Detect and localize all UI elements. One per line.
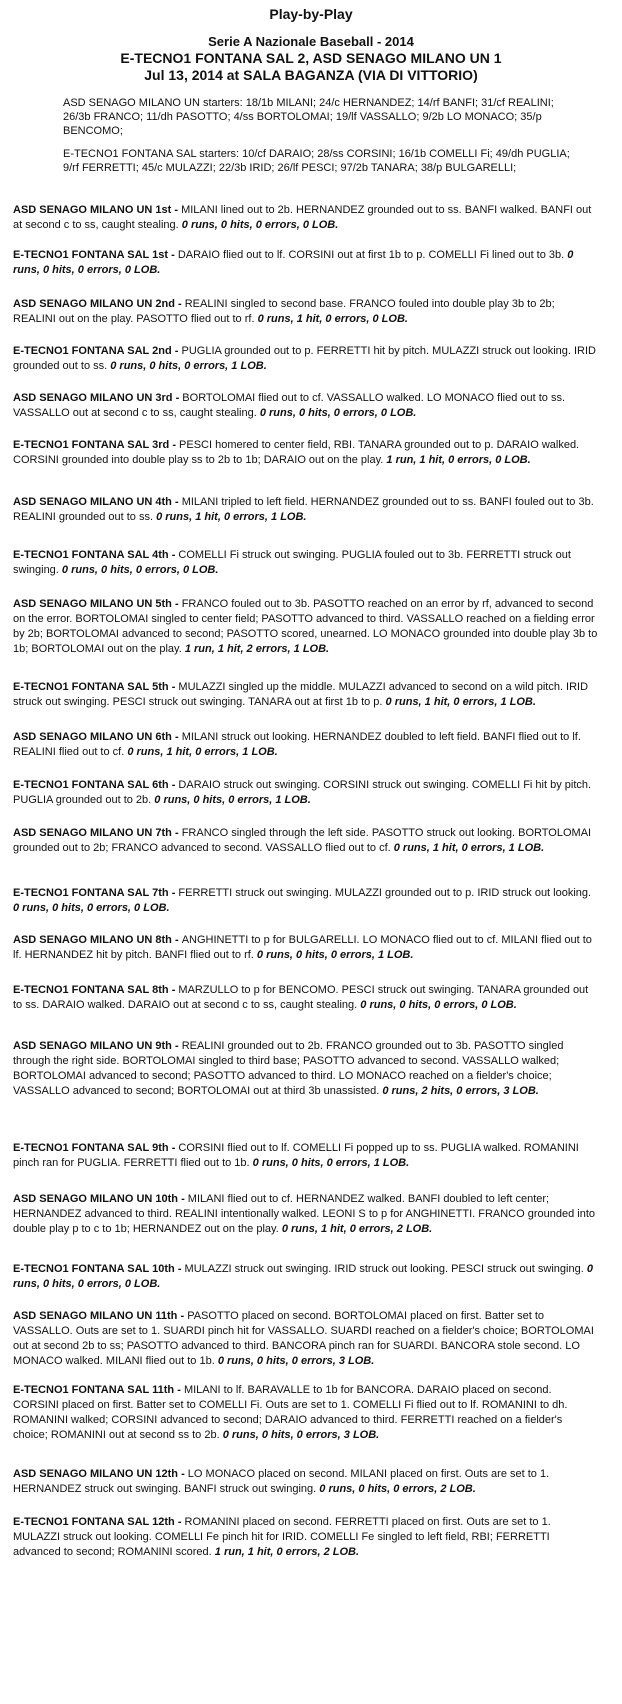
inning-summary: 0 runs, 0 hits, 0 errors, 1 LOB.	[154, 794, 311, 806]
inning-summary: 0 runs, 0 hits, 0 errors, 3 LOB.	[222, 1429, 380, 1441]
inning-summary: 0 runs, 1 hit, 0 errors, 1 LOB.	[385, 696, 536, 708]
inning-entry	[13, 1192, 600, 1237]
inning-separator: -	[168, 1142, 179, 1154]
inning-team-label: ASD SENAGO MILANO UN 11th	[13, 1310, 178, 1322]
inning-entry	[13, 778, 600, 808]
inning-summary: 0 runs, 0 hits, 0 errors, 1 LOB.	[256, 949, 414, 961]
inning-summary: 1 run, 1 hit, 0 errors, 0 LOB.	[386, 454, 531, 466]
inning-summary: 0 runs, 0 hits, 0 errors, 3 LOB.	[217, 1355, 375, 1367]
inning-entry	[13, 1515, 600, 1560]
inning-summary: 0 runs, 0 hits, 0 errors, 0 LOB.	[61, 564, 219, 576]
inning-play-text: FRANCO fouled out to 3b. PASOTTO reached on an error by rf, advanced to second on the error. BORTOLOMAI singled to center field; PASOTTO advanced to third. VASSALLO reached on a fielding error by 2b; BORTOLOMAI advanced to second; PASOTTO scored, unearned. LO MONACO grounded into double play 3b to 1b; BORTOLOMAI out on the play.	[13, 598, 598, 655]
inning-summary: 0 runs, 0 hits, 0 errors, 0 LOB.	[13, 249, 574, 276]
inning-entry	[13, 297, 600, 327]
inning-play-text: BORTOLOMAI flied out to cf. VASSALLO walked. LO MONACO flied out to ss. VASSALLO out at second c to ss, caught stealing.	[13, 392, 566, 419]
inning-play-text: LO MONACO placed on second. MILANI placed on first. Outs are set to 1. HERNANDEZ struck out swinging. BANFI struck out swinging.	[13, 1468, 550, 1495]
inning-team-label: E-TECNO1 FONTANA SAL 8th	[13, 984, 169, 996]
inning-summary: 0 runs, 0 hits, 0 errors, 1 LOB.	[252, 1157, 410, 1169]
inning-separator: -	[172, 392, 183, 404]
inning-separator: -	[171, 345, 182, 357]
inning-play-text: ROMANINI placed on second. FERRETTI placed on first. Outs are set to 1. MULAZZI struck out looking. COMELLI Fe pinch hit for IRID. COMELLI Fe singled to left field, RBI; FERRETTI advanced to second; ROMANINI scored.	[13, 1516, 551, 1558]
inning-summary: 0 runs, 1 hit, 0 errors, 0 LOB.	[257, 313, 408, 325]
inning-entry	[13, 886, 600, 916]
inning-entry	[13, 730, 600, 760]
inning-separator: -	[168, 249, 178, 261]
inning-team-label: E-TECNO1 FONTANA SAL 10th	[13, 1263, 175, 1275]
inning-summary: 0 runs, 1 hit, 0 errors, 1 LOB.	[156, 511, 307, 523]
inning-entry	[13, 203, 600, 233]
inning-play-text: MILANI tripled to left field. HERNANDEZ grounded out to ss. BANFI fouled out to 3b. REALINI grounded out to ss.	[13, 496, 594, 523]
inning-team-label: E-TECNO1 FONTANA SAL 11th	[13, 1384, 175, 1396]
inning-team-label: ASD SENAGO MILANO UN 9th	[13, 1040, 172, 1052]
inning-separator: -	[171, 827, 182, 839]
inning-separator: -	[171, 598, 182, 610]
date-venue: Jul 13, 2014 at SALA BAGANZA (VIA DI VITTORIO)	[144, 67, 478, 83]
inning-play-text: PESCI homered to center field, RBI. TANARA grounded out to p. DARAIO walked. CORSINI grounded into double play ss to 2b to 1b; DARAIO out on the play.	[13, 439, 580, 466]
inning-team-label: ASD SENAGO MILANO UN 7th	[13, 827, 172, 839]
inning-separator: -	[168, 549, 179, 561]
league-title: Serie A Nazionale Baseball - 2014	[208, 34, 414, 49]
starters-visitor: ASD SENAGO MILANO UN starters: 18/1b MILANI; 24/c HERNANDEZ; 14/rf BANFI; 31/cf REALINI; 26/3b FRANCO; 11/dh PASOTTO; 4/ss BORTOLOMAI; 19/lf VASSALLO; 9/2b LO MONACO; 35/p BENCOMO;	[63, 97, 554, 137]
inning-entry	[13, 438, 600, 468]
inning-summary: 0 runs, 0 hits, 0 errors, 2 LOB.	[319, 1483, 476, 1495]
inning-separator: -	[174, 1263, 185, 1275]
inning-summary: 0 runs, 0 hits, 0 errors, 0 LOB.	[360, 999, 517, 1011]
inning-separator: -	[168, 779, 179, 791]
inning-separator: -	[168, 681, 179, 693]
inning-play-text: MULAZZI struck out swinging. IRID struck out looking. PESCI struck out swinging.	[184, 1263, 584, 1275]
inning-team-label: E-TECNO1 FONTANA SAL 9th	[13, 1142, 169, 1154]
inning-team-label: E-TECNO1 FONTANA SAL 1st	[13, 249, 169, 261]
inning-team-label: E-TECNO1 FONTANA SAL 3rd	[13, 439, 170, 451]
inning-summary: 0 runs, 0 hits, 0 errors, 0 LOB.	[181, 219, 339, 231]
inning-separator: -	[178, 1468, 188, 1480]
inning-separator: -	[171, 934, 182, 946]
inning-entry	[13, 1383, 600, 1443]
starters-section	[63, 96, 582, 175]
inning-team-label: E-TECNO1 FONTANA SAL 5th	[13, 681, 169, 693]
inning-team-label: ASD SENAGO MILANO UN 1st	[13, 204, 172, 216]
inning-entry	[13, 248, 600, 278]
inning-team-label: ASD SENAGO MILANO UN 4th	[13, 496, 172, 508]
inning-entry	[13, 1309, 600, 1369]
inning-play-text: MULAZZI singled up the middle. MULAZZI advanced to second on a wild pitch. IRID struck out swinging. PESCI struck out swinging. TANARA out at first 1b to p.	[13, 681, 589, 708]
inning-summary: 0 runs, 1 hit, 0 errors, 1 LOB.	[393, 842, 545, 854]
inning-play-text: MILANI lined out to 2b. HERNANDEZ grounded out to ss. BANFI walked. BANFI out at second c to ss, caught stealing.	[13, 204, 592, 231]
page-title: Play-by-Play	[269, 6, 353, 22]
inning-play-text: MARZULLO to p for BENCOMO. PESCI struck out swinging. TANARA grounded out to ss. DARAIO walked. DARAIO out at second c to ss, caught stealing.	[13, 984, 589, 1011]
inning-summary: 1 run, 1 hit, 0 errors, 2 LOB.	[214, 1546, 360, 1558]
inning-play-text: PUGLIA grounded out to p. FERRETTI hit by pitch. MULAZZI struck out looking. IRID grounded out to ss.	[13, 345, 596, 372]
inning-entry	[13, 983, 600, 1013]
inning-play-text: DARAIO flied out to lf. CORSINI out at first 1b to p. COMELLI Fi lined out to 3b.	[177, 249, 565, 261]
inning-team-label: ASD SENAGO MILANO UN 6th	[13, 731, 172, 743]
inning-separator: -	[178, 1193, 188, 1205]
inning-team-label: E-TECNO1 FONTANA SAL 12th	[13, 1516, 175, 1528]
inning-entry	[13, 597, 600, 657]
inning-play-text: DARAIO struck out swinging. CORSINI struck out swinging. COMELLI Fi hit by pitch. PUGLIA grounded out to 2b.	[13, 779, 592, 806]
inning-separator: -	[177, 1310, 188, 1322]
inning-play-text: REALINI singled to second base. FRANCO fouled into double play 3b to 2b; REALINI out on the play. PASOTTO flied out to rf.	[13, 298, 555, 325]
inning-summary: 0 runs, 0 hits, 0 errors, 0 LOB.	[13, 1263, 593, 1290]
inning-entry	[13, 495, 600, 525]
inning-team-label: E-TECNO1 FONTANA SAL 2nd	[13, 345, 172, 357]
inning-separator: -	[174, 1384, 184, 1396]
inning-play-text: MILANI struck out looking. HERNANDEZ doubled to left field. BANFI flied out to lf. REALINI flied out to cf.	[13, 731, 581, 758]
inning-summary: 0 runs, 0 hits, 0 errors, 1 LOB.	[110, 360, 267, 372]
inning-separator: -	[171, 204, 182, 216]
inning-team-label: ASD SENAGO MILANO UN 5th	[13, 598, 172, 610]
inning-team-label: E-TECNO1 FONTANA SAL 4th	[13, 549, 169, 561]
inning-play-text: FERRETTI struck out swinging. MULAZZI grounded out to p. IRID struck out looking.	[178, 887, 592, 899]
inning-summary: 0 runs, 0 hits, 0 errors, 0 LOB.	[259, 407, 417, 419]
inning-entry	[13, 680, 600, 710]
inning-separator: -	[171, 1040, 182, 1052]
inning-play-text: CORSINI flied out to lf. COMELLI Fi popped up to ss. PUGLIA walked. ROMANINI pinch ran for PUGLIA. FERRETTI flied out to 1b.	[13, 1142, 579, 1169]
inning-summary: 0 runs, 0 hits, 0 errors, 0 LOB.	[13, 902, 170, 914]
inning-play-text: FRANCO singled through the left side. PASOTTO struck out looking. BORTOLOMAI grounded out to 2b; FRANCO advanced to second. VASSALLO flied out to cf.	[13, 827, 592, 854]
inning-team-label: ASD SENAGO MILANO UN 3rd	[13, 392, 173, 404]
inning-team-label: ASD SENAGO MILANO UN 8th	[13, 934, 172, 946]
inning-entry	[13, 391, 600, 421]
inning-entry	[13, 826, 600, 856]
inning-team-label: ASD SENAGO MILANO UN 10th	[13, 1193, 179, 1205]
inning-summary: 0 runs, 1 hit, 0 errors, 2 LOB.	[281, 1223, 433, 1235]
inning-summary: 0 runs, 2 hits, 0 errors, 3 LOB.	[382, 1085, 539, 1097]
inning-entry	[13, 548, 600, 578]
inning-separator: -	[169, 439, 180, 451]
inning-separator: -	[168, 984, 179, 996]
inning-play-text: ANGHINETTI to p for BULGARELLI. LO MONACO flied out to cf. MILANI flied out to lf. HERNANDEZ hit by pitch. BANFI flied out to rf.	[13, 934, 592, 961]
inning-team-label: E-TECNO1 FONTANA SAL 7th	[13, 887, 169, 899]
inning-separator: -	[168, 887, 179, 899]
inning-separator: -	[171, 731, 182, 743]
inning-play-text: MILANI to lf. BARAVALLE to 1b for BANCORA. DARAIO placed on second. CORSINI placed on first. Batter set to COMELLI Fi. Outs are set to 1. COMELLI Fi flied out to lf. ROMANINI to dh. ROMANINI walked; CORSINI advanced to second; DARAIO advanced to third. FERRETTI reached on a fielder's choice; ROMANINI out at second ss to 2b.	[13, 1384, 568, 1441]
report-header	[0, 0, 622, 84]
inning-summary: 0 runs, 1 hit, 0 errors, 1 LOB.	[127, 746, 278, 758]
inning-entry	[13, 1262, 600, 1292]
matchup-title: E-TECNO1 FONTANA SAL 2, ASD SENAGO MILANO UN 1	[120, 50, 502, 66]
inning-team-label: ASD SENAGO MILANO UN 2nd	[13, 298, 175, 310]
inning-summary: 1 run, 1 hit, 2 errors, 1 LOB.	[184, 643, 330, 655]
inning-play-text: COMELLI Fi struck out swinging. PUGLIA fouled out to 3b. FERRETTI struck out swinging.	[13, 549, 571, 576]
inning-play-text: PASOTTO placed on second. BORTOLOMAI placed on first. Batter set to VASSALLO. Outs are set to 1. SUARDI pinch hit for VASSALLO. SUARDI reached on a fielder's choice; BORTOLOMAI out at second 2b to ss; PASOTTO advanced to third. BANCORA pinch ran for SUARDI. BANCORA stole second. LO MONACO walked. MILANI flied out to 1b.	[13, 1310, 594, 1367]
inning-separator: -	[171, 496, 182, 508]
inning-team-label: ASD SENAGO MILANO UN 12th	[13, 1468, 179, 1480]
inning-entry	[13, 344, 600, 374]
inning-entry	[13, 1039, 600, 1099]
inning-separator: -	[174, 298, 185, 310]
inning-play-text: REALINI grounded out to 2b. FRANCO grounded out to 3b. PASOTTO singled through the right side. BORTOLOMAI singled to third base; PASOTTO advanced to second. VASSALLO walked; BORTOLOMAI advanced to second; PASOTTO advanced to third. LO MONACO reached on a fielder's choice; VASSALLO advanced to second; BORTOLOMAI out at third 3b unassisted.	[13, 1040, 564, 1097]
inning-entry	[13, 1141, 600, 1171]
inning-play-text: MILANI flied out to cf. HERNANDEZ walked. BANFI doubled to left center; HERNANDEZ advanced to third. REALINI intentionally walked. LEONI S to p for ANGHINETTI. FRANCO grounded into double play p to c to 1b; HERNANDEZ out on the play.	[13, 1193, 596, 1235]
starters-home: E-TECNO1 FONTANA SAL starters: 10/cf DARAIO; 28/ss CORSINI; 16/1b COMELLI Fi; 49/dh PUGLIA; 9/rf FERRETTI; 45/c MULAZZI; 22/3b IRID; 26/lf PESCI; 97/2b TANARA; 38/p BULGARELLI;	[63, 148, 570, 174]
inning-entry	[13, 1467, 600, 1497]
inning-entry	[13, 933, 600, 963]
inning-team-label: E-TECNO1 FONTANA SAL 6th	[13, 779, 169, 791]
inning-separator: -	[174, 1516, 185, 1528]
